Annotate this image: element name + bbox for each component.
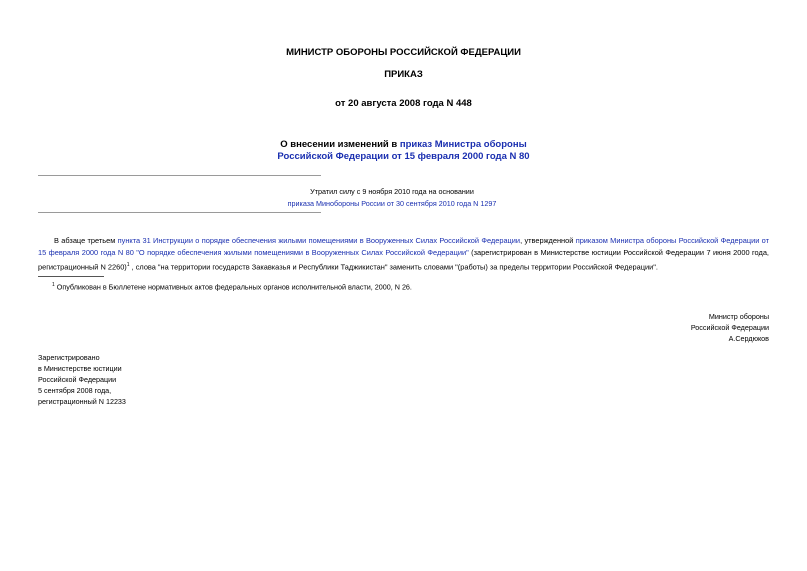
registration-number: регистрационный N 12233	[38, 397, 126, 406]
footnote-separator	[38, 276, 104, 277]
title-prefix: О внесении изменений в	[280, 139, 400, 150]
para-text-3: (зарегистрирован в Министерстве юстиции Российской Федерации 7 июня 2000 года, регистрационный N 2260)	[38, 248, 769, 272]
status-link-repeal-order[interactable]: приказа Минобороны России от 30 сентября 2010 года N 1297	[287, 199, 497, 208]
ministry-heading: МИНИСТР ОБОРОНЫ РОССИЙСКОЙ ФЕДЕРАЦИИ	[286, 47, 521, 58]
divider-bottom	[38, 212, 321, 213]
main-paragraph	[38, 235, 769, 273]
footnote	[52, 279, 412, 293]
para-text-2: , утвержденной	[520, 236, 576, 245]
para-text-1: В абзаце третьем	[54, 236, 118, 245]
signature-line-2: Российской Федерации	[690, 323, 769, 332]
document-title	[0, 139, 807, 163]
registration-line-1: Зарегистрировано	[38, 353, 100, 362]
status-text: Утратил силу с 9 ноября 2010 года на основании	[310, 187, 474, 196]
footnote-ref[interactable]: 1	[126, 262, 130, 268]
footnote-mark: 1	[52, 282, 55, 288]
registration-line-3: Российской Федерации	[38, 375, 117, 384]
title-link-amended-order[interactable]: приказ Министра обороны	[399, 139, 527, 150]
registration-line-2: в Министерстве юстиции	[38, 364, 122, 373]
link-instruction-clause-31[interactable]: пункта 31 Инструкции о порядке обеспечения жилыми помещениями в Вооруженных Силах Российской Федерации	[117, 236, 521, 245]
status-block	[0, 186, 784, 210]
registration-block	[38, 352, 126, 407]
link-order-80[interactable]: приказом Министра обороны Российской Федерации от 15 февраля 2000 года N 80 "О порядке обеспечения жилыми помещениями в Вооруженных Силах Российской Федерации"	[38, 236, 769, 257]
registration-date: 5 сентября 2008 года,	[38, 386, 112, 395]
signature-line-1: Министр обороны	[708, 312, 769, 321]
title-link-amended-order-cont[interactable]: Российской Федерации от 15 февраля 2000 года N 80	[277, 151, 530, 162]
signature-block	[691, 311, 769, 344]
footnote-text: Опубликован в Бюллетене нормативных актов федеральных органов исполнительной власти, 2000, N 26.	[54, 282, 412, 292]
order-date-number: от 20 августа 2008 года N 448	[335, 98, 472, 109]
divider-top	[38, 175, 321, 176]
document-type: ПРИКАЗ	[384, 69, 423, 80]
signature-name: А.Сердюков	[728, 334, 769, 343]
para-text-4: , слова "на территории государств Закавказья и Республики Таджикистан" заменить словами "(работы) за пределы территории Российской Федерации".	[129, 262, 658, 272]
